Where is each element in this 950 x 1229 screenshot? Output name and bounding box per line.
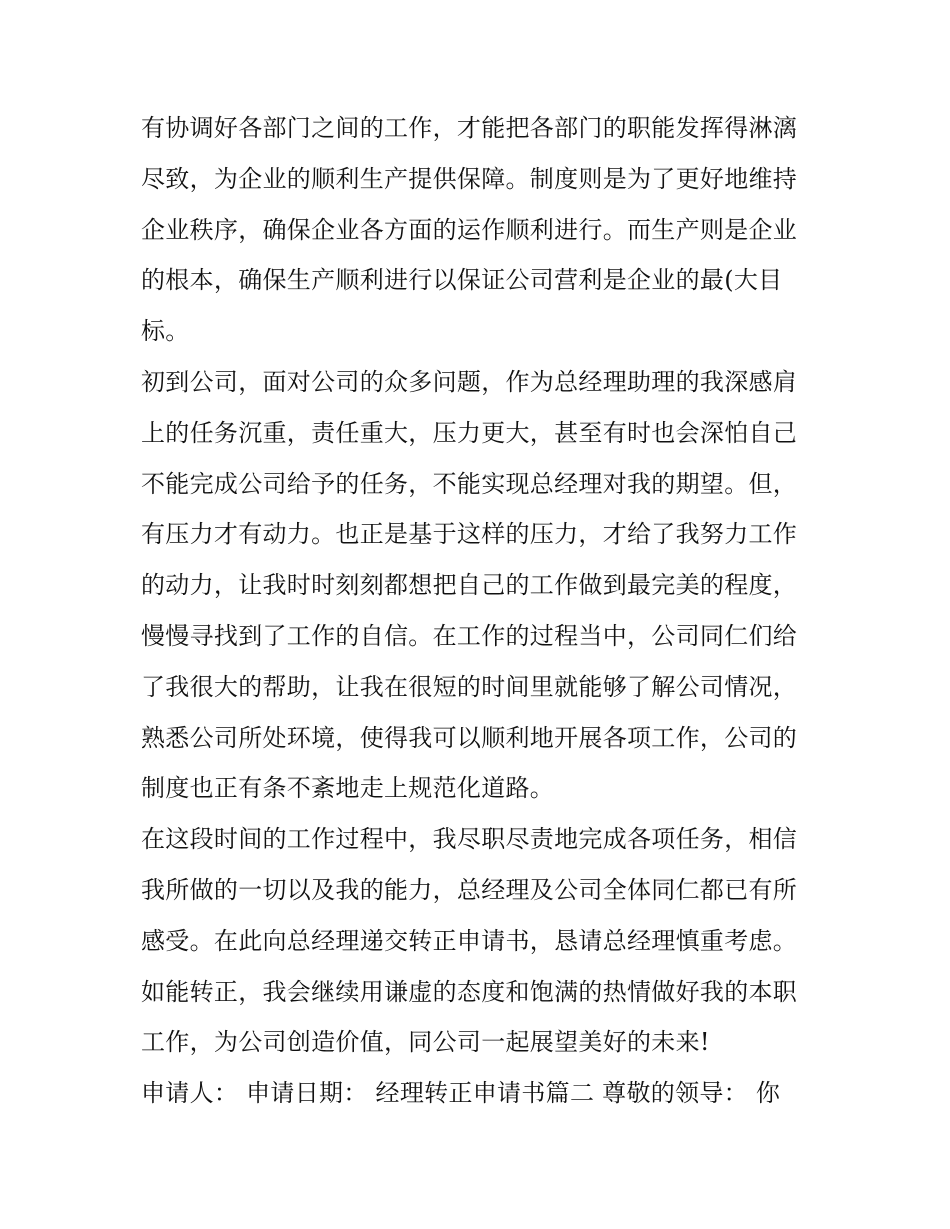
text-line: 工作，为公司创造价值，同公司一起展望美好的未来! [141,1028,710,1057]
text-line: 申请人： 申请日期： 经理转正申请书篇二 尊敬的领导： 你 [141,1079,781,1108]
text-line: 尽致，为企业的顺利生产提供保障。制度则是为了更好地维持 [141,164,798,193]
text-line: 我所做的一切以及我的能力，总经理及公司全体同仁都已有所 [141,875,798,904]
body-text [141,103,821,1119]
text-line: 企业秩序，确保企业各方面的运作顺利进行。而生产则是企业 [141,215,798,244]
text-line: 在这段时间的工作过程中，我尽职尽责地完成各项任务，相信 [141,825,798,854]
text-line: 熟悉公司所处环境，使得我可以顺利地开展各项工作，公司的 [141,723,798,752]
text-line: 感受。在此向总经理递交转正申请书，恳请总经理慎重考虑。 [141,926,798,955]
text-line: 制度也正有条不紊地走上规范化道路。 [141,774,555,803]
text-line: 的根本，确保生产顺利进行以保证公司营利是企业的最(大目 [141,266,783,295]
text-line: 不能完成公司给予的任务，不能实现总经理对我的期望。但， [141,469,798,498]
text-line: 如能转正，我会继续用谦虚的态度和饱满的热情做好我的本职 [141,977,798,1006]
text-line: 的动力，让我时时刻刻都想把自己的工作做到最完美的程度， [141,571,798,600]
text-line: 初到公司，面对公司的众多问题，作为总经理助理的我深感肩 [141,367,798,396]
text-line: 有压力才有动力。也正是基于这样的压力，才给了我努力工作 [141,520,798,549]
text-line: 有协调好各部门之间的工作，才能把各部门的职能发挥得淋漓 [141,114,798,142]
text-line: 慢慢寻找到了工作的自信。在工作的过程当中，公司同仁们给 [141,621,798,650]
text-line: 了我很大的帮助，让我在很短的时间里就能够了解公司情况， [141,672,798,701]
text-line: 标。 [141,317,190,346]
text-line: 上的任务沉重，责任重大，压力更大，甚至有时也会深怕自己 [141,418,798,447]
